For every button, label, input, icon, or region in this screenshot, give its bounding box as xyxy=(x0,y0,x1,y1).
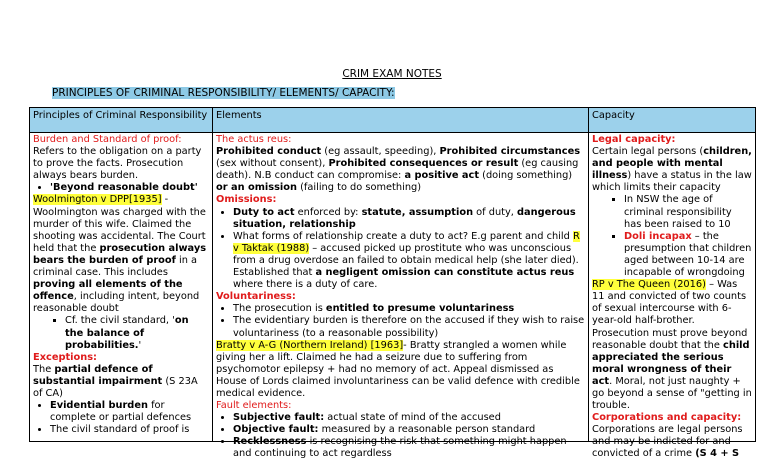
paragraph: Corporations are legal persons and may be indicted for and convicted of a crime (S 4 + S xyxy=(592,424,743,460)
paragraph: Certain legal persons (children, and people with mental illness) have a status in the law which limits their capacity xyxy=(592,146,752,194)
list-item: ▪ Doli incapax – the presumption that children aged between 10-14 are incapable of wrongdoing xyxy=(624,231,752,279)
header-principles: Principles of Criminal Responsibility xyxy=(30,108,213,133)
header-capacity: Capacity xyxy=(589,108,756,133)
section-heading: Corporations and capacity: xyxy=(592,412,742,424)
subtitle-highlight: PRINCIPLES OF CRIMINAL RESPONSIBILITY/ ELEMENTS/ CAPACITY: xyxy=(52,87,395,99)
list-item: ▪ In NSW the age of criminal responsibility has been raised to 10 xyxy=(624,194,752,230)
list-item: • Subjective fault: actual state of mind of the accused xyxy=(233,412,585,424)
list-item: • The prosecution is entitled to presume voluntariness xyxy=(233,303,585,315)
case-name: R v Taktak (1988) xyxy=(233,230,580,254)
document-title: CRIM EXAM NOTES xyxy=(342,68,442,80)
paragraph: Refers to the obligation on a party to prove the facts. Prosecution always bears burden. xyxy=(33,146,202,182)
case-paragraph: RP v The Queen (2016) – Was 11 and convicted of two counts of sexual intercourse with 6-year-old half-brother. Prosecution must prove beyond reasonable doubt that the child appreciated the serious moral wrongness of their act. Moral, not just naughty + go beyond a sense of "getting in trouble. xyxy=(592,279,752,412)
list-item: • The evidentiary burden is therefore on the accused if they wish to raise voluntariness (to a reasonable possibility) xyxy=(233,315,585,339)
bullet-list xyxy=(216,207,585,292)
bullet-list xyxy=(33,400,209,436)
case-name: RP v The Queen (2016) xyxy=(592,279,706,291)
case-paragraph: Bratty v A-G (Northern Ireland) [1963]- Bratty strangled a women while giving her a lift. Claimed he had a seizure due to suffering from psychomotor epilepsy + had no memory of act. Appeal dismissed as House of Lords claimed involuntariness can be valid defence with credible medical evidence. xyxy=(216,339,580,399)
sub-list xyxy=(33,315,209,351)
case-paragraph: Woolmington v DPP[1935] - Woolmington was charged with the murder of this wife. Claimed the shooting was accidental. The Court held that the prosecution always bears the burden of proof in a criminal case. This includes proving all elements of the offence, including intent, beyond reasonable doubt xyxy=(33,194,207,315)
section-heading: Burden and Standard of proof: xyxy=(33,134,182,145)
bullet-list xyxy=(216,303,585,339)
list-item: • The civil standard of proof is xyxy=(50,424,209,436)
section-heading: Voluntariness: xyxy=(216,291,296,303)
principles-cell xyxy=(30,133,213,442)
section-heading: Legal capacity: xyxy=(592,134,676,145)
list-item: • 'Beyond reasonable doubt' xyxy=(50,182,209,194)
table-header-row xyxy=(30,108,756,133)
paragraph: Prohibited conduct (eg assault, speeding), Prohibited circumstances (sex without consent), Prohibited consequences or result (eg causing death). N.B conduct can compromise: a positive act (doing something) or an omission (failing to do something) xyxy=(216,146,581,194)
table-row xyxy=(30,133,756,442)
paragraph: The partial defence of substantial impairment (S 23A of CA) xyxy=(33,363,198,399)
bullet-list xyxy=(216,412,585,460)
sub-list xyxy=(592,194,752,279)
list-item: ▪ Cf. the civil standard, 'on the balance of probabilities.' xyxy=(65,315,209,351)
list-item: • Objective fault: measured by a reasonable person standard xyxy=(233,424,585,436)
notes-table xyxy=(29,107,756,460)
elements-cell xyxy=(213,133,589,460)
bullet-list xyxy=(33,182,209,194)
case-name: Woolmington v DPP[1935] xyxy=(33,194,162,206)
header-elements: Elements xyxy=(213,108,589,133)
list-item: • What forms of relationship create a duty to act? E.g parent and child R v Taktak (1988) – accused picked up prostitute who was unconscious from a drug overdose an failed to obtain medical help (she later died). Established that a negligent omission can constitute actus reus where there is a duty of care. xyxy=(233,231,585,291)
section-heading: Exceptions: xyxy=(33,351,97,363)
case-name: Bratty v A-G (Northern Ireland) [1963] xyxy=(216,339,404,351)
document-subtitle xyxy=(52,87,395,99)
section-heading: Fault elements: xyxy=(216,400,292,412)
list-item: • Evidential burden for complete or partial defences xyxy=(50,400,209,424)
list-item: • Duty to act enforced by: statute, assumption of duty, dangerous situation, relationship xyxy=(233,207,585,231)
list-item: • Recklessness is recognising the risk that something might happen and continuing to act regardless xyxy=(233,436,585,460)
section-heading: Omissions: xyxy=(216,194,277,206)
section-heading: The actus reus: xyxy=(216,134,292,145)
capacity-cell xyxy=(589,133,756,460)
